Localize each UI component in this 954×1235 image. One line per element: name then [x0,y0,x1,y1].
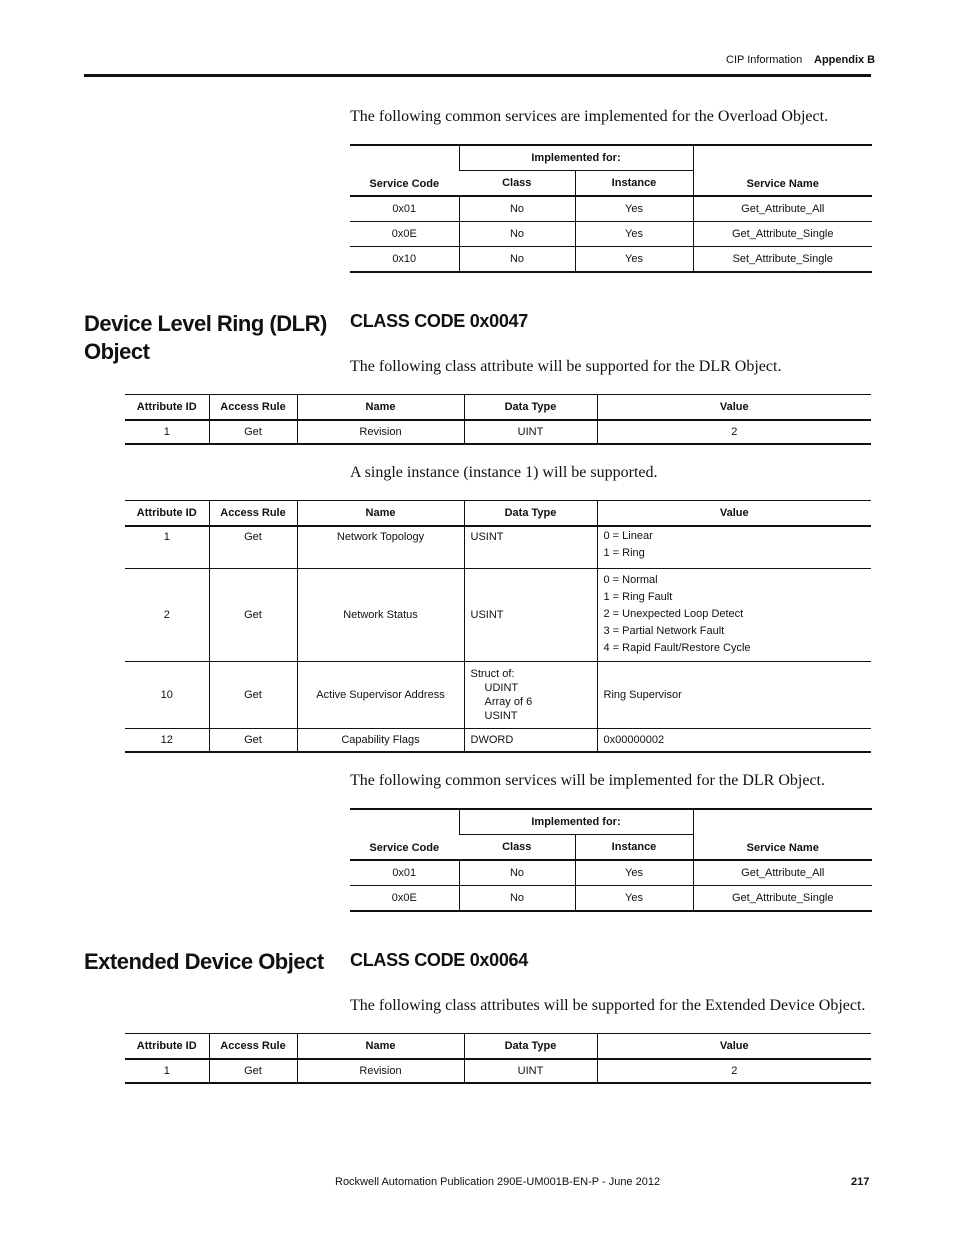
cell-class: No [459,247,575,273]
header-value: Value [597,501,871,527]
page-number: 217 [851,1176,870,1188]
extended-class-code-heading: CLASS CODE 0x0064 [350,950,528,970]
table-row [125,526,871,568]
cell-data-type: USINT [464,568,597,661]
cell-data-type: DWORD [464,728,597,752]
table-header-row [350,809,872,835]
cell-attribute-id: 10 [125,661,209,728]
cell-access-rule: Get [209,728,297,752]
cell-access-rule: Get [209,526,297,568]
header-name: Name [297,395,464,421]
cell-class: No [459,886,575,912]
dlr-services-table [350,808,872,912]
cell-class: No [459,196,575,222]
header-access-rule: Access Rule [209,395,297,421]
cell-data-type: UINT [464,420,597,444]
cell-name: Network Status [297,568,464,661]
value-line: 1 = Ring Fault [603,591,673,603]
cell-name: Network Topology [297,526,464,568]
table-row [350,860,872,886]
cell-name: Revision [297,1059,464,1083]
section-title-dlr [84,310,327,366]
cell-name: Capability Flags [297,728,464,752]
cell-value: Ring Supervisor [597,661,871,728]
cell-value: 2 [597,420,871,444]
cell-value [597,568,871,661]
table-row [125,1059,871,1083]
value-line: 1 = Ring [603,547,645,559]
dlr-services-intro: The following common services will be implemented for the DLR Object. [350,772,825,789]
header-class: Class [459,835,575,861]
section-title-line: Device Level Ring (DLR) [84,311,327,336]
value-line: 2 = Unexpected Loop Detect [603,608,744,620]
cell-value [597,526,871,568]
struct-member: UDINT [484,681,519,694]
dlr-class-attribute-table [125,394,871,445]
header-access-rule: Access Rule [209,1034,297,1060]
header-attribute-id: Attribute ID [125,395,209,421]
cell-attribute-id: 1 [125,526,209,568]
cell-service-code: 0x0E [350,222,459,247]
cell-data-type: UINT [464,1059,597,1083]
header-data-type: Data Type [464,501,597,527]
table-header-row [125,395,871,421]
table-row [125,728,871,752]
cell-class: No [459,860,575,886]
cell-service-code: 0x0E [391,892,417,904]
cell-access-rule: Get [209,568,297,661]
cell-access-rule: Get [209,661,297,728]
table-row [125,420,871,444]
header-implemented-for: Implemented for: [459,145,693,171]
extended-class-attribute-table [125,1033,871,1084]
dlr-instance-attribute-table [125,500,871,753]
cell-value: 0x00000002 [597,728,871,752]
cell-attribute-id: 12 [160,733,173,746]
table-header-row [350,145,872,171]
table-row [350,247,872,273]
table-row [350,222,872,247]
header-service-name: Service Name [693,809,872,860]
cell-service-code: 0x01 [350,196,459,222]
table-row [125,661,871,728]
dlr-class-code-heading: CLASS CODE 0x0047 [350,311,528,331]
header-name: Name [297,501,464,527]
cell-attribute-id: 1 [163,1065,170,1077]
cell-name: Revision [297,420,464,444]
cell-service-name: Get_Attribute_All [693,860,872,886]
cell-attribute-id: 2 [125,568,209,661]
running-header-appendix: Appendix B [814,54,876,66]
cell-service-name: Get_Attribute_Single [693,222,872,247]
section-title-extended-device: Extended Device Object [84,949,324,974]
cell-instance: Yes [575,196,693,222]
table-header-row [125,501,871,527]
header-class: Class [459,171,575,197]
header-data-type: Data Type [464,395,597,421]
section-title-line: Object [84,339,150,364]
cell-attribute-id: 1 [163,426,170,438]
value-line: 0 = Linear [603,530,653,542]
header-access-rule: Access Rule [209,501,297,527]
cell-name: Active Supervisor Address [297,661,464,728]
cell-access-rule: Get [209,420,297,444]
overload-services-intro: The following common services are implemented for the Overload Object. [350,108,829,125]
cell-service-name: Get_Attribute_All [693,196,872,222]
table-row [125,568,871,661]
cell-service-code: 0x10 [392,253,417,265]
cell-access-rule: Get [209,1059,297,1083]
cell-value: 2 [597,1059,871,1083]
struct-member: USINT [484,709,518,722]
header-rule [84,74,871,77]
cell-service-name: Set_Attribute_Single [693,247,872,273]
value-line: 4 = Rapid Fault/Restore Cycle [603,642,751,654]
header-name: Name [297,1034,464,1060]
value-line: 0 = Normal [603,574,658,586]
struct-member: Array of 6 [484,695,533,708]
header-instance: Instance [575,835,693,861]
dlr-instance-intro: A single instance (instance 1) will be supported. [350,464,658,481]
cell-instance: Yes [575,247,693,273]
cell-class: No [459,222,575,247]
header-service-code: Service Code [350,809,459,860]
struct-label: Struct of: [470,667,515,680]
overload-services-table [350,144,872,273]
table-header-row [125,1034,871,1060]
cell-data-type: USINT [464,526,597,568]
dlr-class-intro: The following class attribute will be supported for the DLR Object. [350,358,782,375]
extended-class-intro: The following class attributes will be supported for the Extended Device Object. [350,997,866,1014]
header-value: Value [597,1034,871,1060]
cell-instance: Yes [575,860,693,886]
value-line: 3 = Partial Network Fault [603,625,725,637]
running-header-section: CIP Information [726,54,803,66]
cell-instance: Yes [575,222,693,247]
cell-service-name: Get_Attribute_Single [693,886,872,912]
cell-service-code: 0x01 [350,860,459,886]
header-attribute-id: Attribute ID [125,1034,209,1060]
header-instance: Instance [575,171,693,197]
cell-data-type [464,661,597,728]
header-attribute-id: Attribute ID [125,501,209,527]
header-implemented-for: Implemented for: [459,809,693,835]
header-service-name: Service Name [693,145,872,196]
table-row [350,886,872,912]
header-value: Value [597,395,871,421]
cell-instance: Yes [575,886,693,912]
header-data-type: Data Type [464,1034,597,1060]
footer-publication: Rockwell Automation Publication 290E-UM001B-EN-P - June 2012 [335,1176,661,1188]
table-row [350,196,872,222]
header-service-code: Service Code [350,145,459,196]
